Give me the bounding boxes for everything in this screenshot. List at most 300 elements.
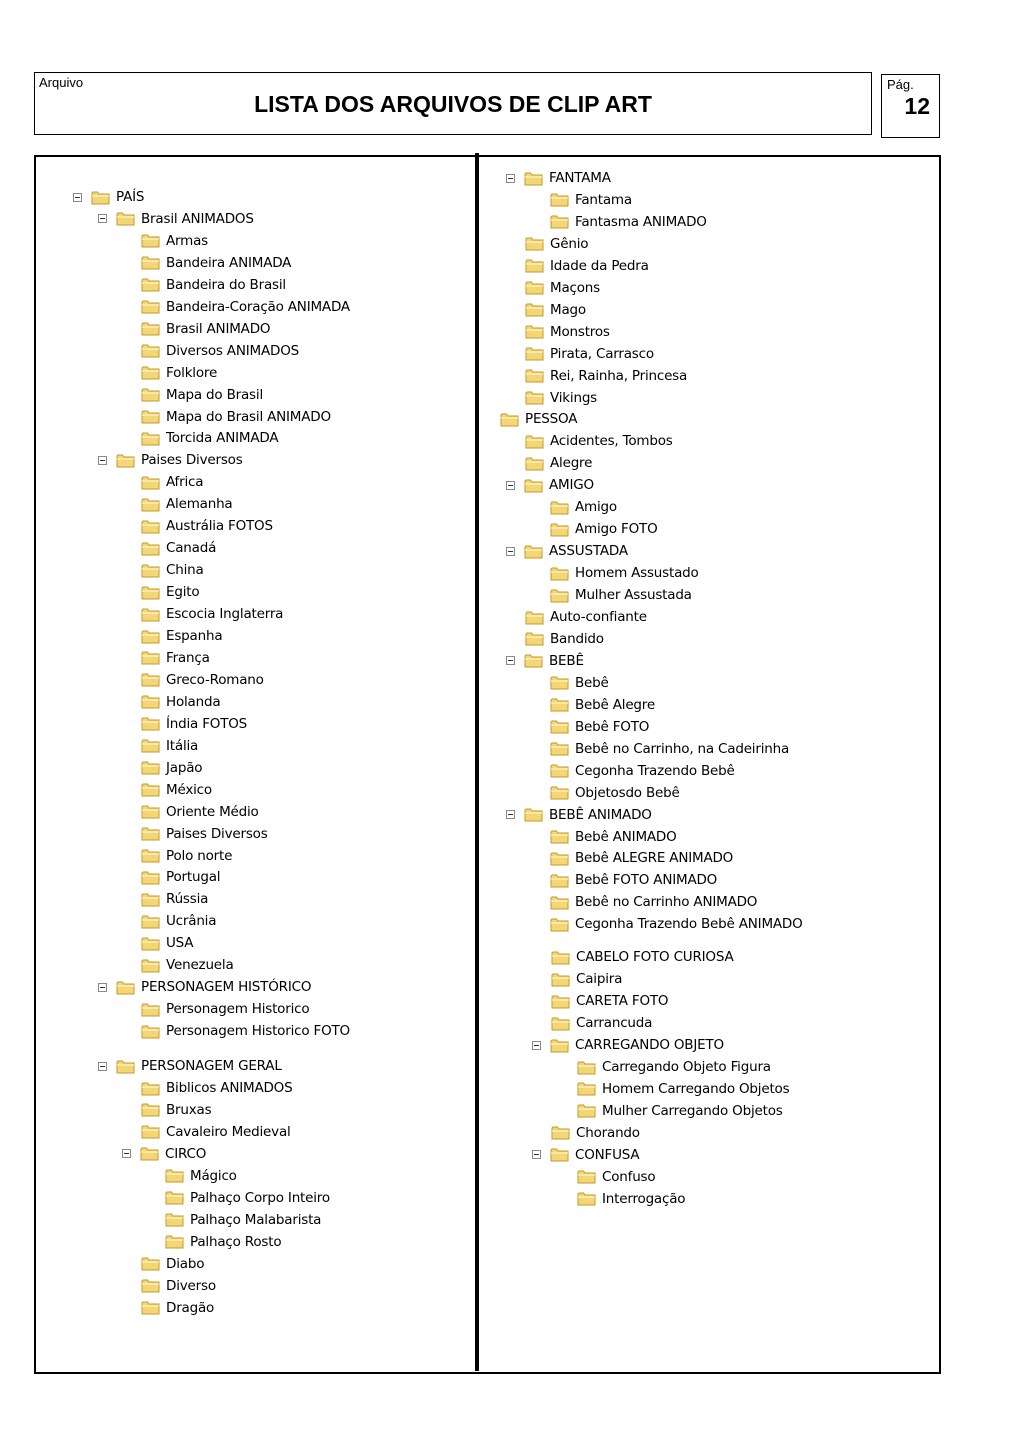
tree-item-label: Maçons	[550, 279, 600, 296]
tree-item[interactable]	[551, 1013, 652, 1033]
tree-item[interactable]	[532, 1145, 639, 1165]
folder-icon	[141, 914, 160, 929]
tree-item[interactable]	[141, 516, 273, 536]
folder-icon	[524, 653, 543, 668]
tree-item[interactable]	[551, 947, 734, 967]
tree-item[interactable]	[550, 870, 717, 890]
tree-item-label: Egito	[166, 584, 200, 601]
tree-item[interactable]	[98, 1056, 282, 1076]
tree-item-label: Mulher Carregando Objetos	[602, 1102, 783, 1119]
collapse-toggle-icon[interactable]	[506, 810, 515, 819]
tree-item[interactable]	[141, 714, 247, 734]
tree-item-label: Personagem Historico	[166, 1001, 310, 1018]
tree-item[interactable]	[550, 585, 692, 605]
tree-item[interactable]	[141, 407, 331, 427]
folder-icon	[141, 760, 160, 775]
tree-item[interactable]	[550, 761, 735, 781]
tree-item-label: México	[166, 781, 212, 798]
tree-item-label: Greco-Romano	[166, 671, 264, 688]
folder-icon	[525, 434, 544, 449]
tree-item[interactable]	[550, 695, 655, 715]
header-label: Arquivo	[39, 75, 84, 90]
tree-item-label: Bandeira ANIMADA	[166, 254, 292, 271]
tree-item-label: CABELO FOTO CURIOSA	[576, 949, 734, 966]
tree-item[interactable]	[525, 344, 654, 364]
tree-item-label: Bebê FOTO	[575, 718, 650, 735]
tree-item-label: Rei, Rainha, Princesa	[550, 367, 688, 384]
folder-icon	[551, 950, 570, 965]
folder-icon	[141, 782, 160, 797]
tree-item-label: Mulher Assustada	[575, 587, 692, 604]
tree-item-label: Auto-confiante	[550, 609, 647, 625]
tree-item[interactable]	[551, 969, 622, 989]
tree-item-label: Mágico	[190, 1167, 237, 1184]
folder-icon	[550, 588, 569, 603]
tree-item[interactable]	[550, 827, 677, 847]
folder-icon	[165, 1234, 184, 1249]
folder-icon	[550, 522, 569, 537]
tree-item[interactable]	[577, 1079, 789, 1099]
tree-item[interactable]	[141, 846, 232, 866]
tree-item-label: Confuso	[602, 1168, 656, 1185]
folder-icon	[550, 192, 569, 207]
tree-item[interactable]	[525, 431, 673, 451]
tree-item[interactable]	[141, 1078, 292, 1098]
tree-item[interactable]	[525, 322, 610, 342]
tree-item[interactable]	[550, 519, 658, 539]
tree-item[interactable]	[550, 739, 789, 759]
folder-icon	[577, 1060, 596, 1075]
tree-item-label: Brasil ANIMADOS	[141, 210, 254, 227]
tree-item-label: Bandido	[550, 630, 604, 647]
folder-icon	[550, 675, 569, 690]
tree-item-label: França	[166, 649, 210, 666]
tree-item[interactable]	[141, 999, 309, 1019]
tree-item-label: Itália	[166, 737, 199, 754]
page-title: LISTA DOS ARQUIVOS DE CLIP ART	[254, 91, 652, 117]
tree-item[interactable]	[550, 783, 680, 803]
tree-item-label: Chorando	[576, 1124, 640, 1141]
tree-item[interactable]	[525, 234, 588, 254]
folder-icon	[116, 453, 135, 468]
tree-item[interactable]	[98, 209, 254, 229]
tree-item[interactable]	[141, 626, 222, 646]
folder-icon	[141, 343, 160, 358]
collapse-toggle-icon[interactable]	[98, 456, 107, 465]
tree-item-label: Austrália FOTOS	[166, 518, 273, 535]
tree-item[interactable]	[141, 604, 283, 624]
page-number: 12	[904, 93, 930, 119]
tree-item-label: Personagem Historico FOTO	[166, 1023, 350, 1040]
tree-item[interactable]	[141, 1122, 291, 1142]
folder-icon	[550, 697, 569, 712]
tree-item[interactable]	[165, 1232, 281, 1252]
tree-item[interactable]	[525, 388, 597, 408]
tree-item-label: Amigo FOTO	[575, 521, 658, 538]
tree-item-label: China	[166, 562, 204, 579]
folder-icon	[141, 233, 160, 248]
tree-item-label: Objetosdo Bebê	[575, 784, 680, 801]
collapse-toggle-icon[interactable]	[122, 1149, 131, 1158]
folder-icon	[550, 851, 569, 866]
tree-item[interactable]	[577, 1101, 783, 1121]
header-box	[34, 72, 872, 135]
tree-item[interactable]	[141, 648, 210, 668]
tree-item[interactable]	[141, 341, 299, 361]
tree-item-label: Bebê	[575, 674, 609, 691]
tree-item-label: Diverso	[166, 1277, 216, 1294]
folder-icon	[141, 694, 160, 709]
folder-icon	[550, 829, 569, 844]
collapse-toggle-icon[interactable]	[506, 174, 515, 183]
tree-item-label: Espanha	[166, 628, 223, 644]
tree-item-label: Bebê FOTO ANIMADO	[575, 872, 718, 889]
tree-item-label: Paises Diversos	[141, 452, 243, 469]
tree-item[interactable]	[577, 1057, 771, 1077]
collapse-toggle-icon[interactable]	[532, 1150, 541, 1159]
tree-item-label: Oriente Médio	[166, 803, 259, 820]
tree-item[interactable]	[73, 187, 144, 207]
tree-item[interactable]	[141, 297, 350, 317]
folder-icon	[551, 972, 570, 987]
folder-icon	[550, 1147, 569, 1162]
tree-item[interactable]	[525, 453, 592, 473]
tree-item-label: Folklore	[166, 364, 218, 381]
folder-icon	[551, 1016, 570, 1031]
tree-item-label: Bebê ALEGRE ANIMADO	[575, 850, 734, 867]
tree-item-label: Bebê Alegre	[575, 696, 655, 713]
collapse-toggle-icon[interactable]	[98, 1062, 107, 1071]
folder-icon	[141, 1256, 160, 1271]
tree-item-label: CONFUSA	[575, 1146, 640, 1163]
tree-item-label: Bebê no Carrinho ANIMADO	[575, 894, 758, 911]
folder-icon	[141, 1024, 160, 1039]
folder-icon	[141, 475, 160, 490]
tree-item-label: USA	[166, 935, 194, 952]
tree-item-label: Palhaço Malabarista	[190, 1211, 322, 1228]
folder-icon	[500, 412, 519, 427]
tree-item[interactable]	[141, 824, 268, 844]
tree-item[interactable]	[141, 889, 208, 909]
tree-item-label: Índia FOTOS	[166, 715, 248, 732]
tree-item-label: Palhaço Corpo Inteiro	[190, 1189, 330, 1206]
folder-icon	[525, 631, 544, 646]
folder-icon	[141, 892, 160, 907]
folder-icon	[141, 672, 160, 687]
tree-item[interactable]	[532, 1035, 724, 1055]
tree-item-label: Acidentes, Tombos	[550, 433, 673, 450]
folder-icon	[141, 541, 160, 556]
tree-item[interactable]	[165, 1210, 321, 1230]
tree-item[interactable]	[506, 651, 584, 671]
folder-icon	[525, 302, 544, 317]
folder-icon	[141, 1300, 160, 1315]
folder-icon	[141, 716, 160, 731]
folder-icon	[141, 365, 160, 380]
tree-item-label: Caipira	[576, 971, 623, 988]
tree-item-label: Rússia	[166, 891, 209, 908]
collapse-toggle-icon[interactable]	[506, 547, 515, 556]
folder-icon	[550, 917, 569, 932]
tree-item[interactable]	[122, 1144, 206, 1164]
tree-item[interactable]	[550, 190, 632, 210]
tree-item-label: Cegonha Trazendo Bebê	[575, 762, 735, 779]
tree-item-label: Vikings	[550, 389, 598, 406]
folder-icon	[525, 236, 544, 251]
tree-item[interactable]	[141, 736, 198, 756]
folder-icon	[116, 980, 135, 995]
tree-item[interactable]	[500, 409, 577, 429]
tree-item[interactable]	[165, 1188, 330, 1208]
tree-item[interactable]	[141, 911, 216, 931]
tree-item[interactable]	[141, 560, 204, 580]
tree-item-label: Alemanha	[166, 496, 233, 513]
tree-item[interactable]	[550, 892, 757, 912]
folder-icon	[550, 785, 569, 800]
folder-icon	[141, 804, 160, 819]
tree-item-label: Bruxas	[166, 1101, 212, 1118]
tree-item-label: Mago	[550, 301, 586, 318]
tree-item-label: Diversos ANIMADOS	[166, 342, 299, 359]
tree-item-label: Bebê no Carrinho, na Cadeirinha	[575, 740, 790, 757]
folder-icon	[525, 346, 544, 361]
tree-item-label: PERSONAGEM GERAL	[141, 1058, 282, 1075]
tree-item-label: Portugal	[166, 869, 221, 886]
folder-icon	[141, 848, 160, 863]
folder-icon	[141, 431, 160, 446]
folder-icon	[141, 958, 160, 973]
tree-item-label: Bebê ANIMADO	[575, 828, 677, 845]
tree-item-label: PESSOA	[525, 411, 578, 428]
folder-icon	[551, 994, 570, 1009]
tree-item-label: Bandeira-Coração ANIMADA	[166, 298, 350, 315]
folder-icon	[550, 500, 569, 515]
collapse-toggle-icon[interactable]	[98, 983, 107, 992]
tree-item[interactable]	[98, 450, 243, 470]
tree-item-label: FANTAMA	[549, 170, 611, 186]
tree-item-label: Amigo	[575, 499, 617, 516]
tree-item[interactable]	[141, 1021, 350, 1041]
tree-item-label: Pirata, Carrasco	[550, 345, 654, 362]
folder-icon	[141, 607, 160, 622]
folder-icon	[525, 456, 544, 471]
folder-icon	[525, 258, 544, 273]
tree-item-label: Cavaleiro Medieval	[166, 1123, 291, 1140]
tree-item[interactable]	[141, 253, 291, 273]
folder-icon	[550, 741, 569, 756]
tree-item-label: CARETA FOTO	[576, 993, 669, 1010]
collapse-toggle-icon[interactable]	[506, 481, 515, 490]
folder-icon	[141, 650, 160, 665]
folder-icon	[165, 1190, 184, 1205]
tree-item[interactable]	[577, 1189, 685, 1209]
tree-item-label: BEBÊ	[549, 652, 584, 669]
folder-icon	[524, 171, 543, 186]
tree-item[interactable]	[577, 1167, 655, 1187]
tree-item-label: Africa	[166, 474, 204, 491]
tree-item[interactable]	[550, 914, 803, 934]
tree-item[interactable]	[550, 717, 649, 737]
folder-icon	[141, 826, 160, 841]
folder-icon	[141, 519, 160, 534]
tree-item[interactable]	[550, 212, 707, 232]
tree-item-label: Torcida ANIMADA	[166, 430, 279, 447]
tree-item-label: Gênio	[550, 235, 589, 252]
tree-item[interactable]	[141, 231, 208, 251]
tree-item[interactable]	[141, 802, 259, 822]
folder-icon	[140, 1146, 159, 1161]
folder-icon	[141, 870, 160, 885]
tree-item-label: Venezuela	[166, 957, 234, 974]
tree-item[interactable]	[141, 780, 212, 800]
tree-item[interactable]	[551, 991, 668, 1011]
tree-item[interactable]	[141, 538, 216, 558]
tree-item-label: Ucrânia	[166, 913, 217, 930]
folder-icon	[525, 390, 544, 405]
tree-item[interactable]	[141, 494, 233, 514]
tree-item-label: CARREGANDO OBJETO	[575, 1037, 724, 1054]
tree-item[interactable]	[525, 629, 604, 649]
tree-item[interactable]	[141, 1276, 216, 1296]
tree-item-label: Homem Carregando Objetos	[602, 1080, 790, 1097]
tree-item-label: BEBÊ ANIMADO	[549, 806, 652, 823]
tree-item[interactable]	[525, 300, 586, 320]
folder-icon	[550, 719, 569, 734]
tree-item[interactable]	[141, 692, 220, 712]
tree-item[interactable]	[141, 275, 286, 295]
tree-item-label: PAÍS	[116, 189, 145, 205]
folder-icon	[165, 1168, 184, 1183]
column-divider	[475, 153, 479, 1371]
tree-item-label: Mapa do Brasil ANIMADO	[166, 408, 331, 425]
collapse-toggle-icon[interactable]	[532, 1041, 541, 1050]
folder-icon	[525, 280, 544, 295]
folder-icon	[550, 214, 569, 229]
tree-item-label: ASSUSTADA	[549, 543, 628, 560]
tree-item[interactable]	[141, 1100, 211, 1120]
tree-item-label: Biblicos ANIMADOS	[166, 1080, 293, 1096]
tree-item-label: Polo norte	[166, 847, 233, 864]
tree-item[interactable]	[506, 475, 594, 495]
tree-item[interactable]	[506, 168, 611, 188]
tree-item-label: Fantama	[575, 191, 632, 208]
tree-item[interactable]	[141, 867, 220, 887]
folder-icon	[577, 1169, 596, 1184]
tree-item[interactable]	[141, 670, 264, 690]
folder-icon	[141, 497, 160, 512]
folder-icon	[141, 299, 160, 314]
tree-item[interactable]	[550, 848, 733, 868]
tree-item[interactable]	[506, 805, 652, 825]
folder-icon	[141, 1081, 160, 1096]
folder-icon	[524, 544, 543, 559]
tree-item-label: CIRCO	[165, 1145, 207, 1162]
tree-item[interactable]	[550, 563, 699, 583]
tree-item-label: Japão	[166, 759, 203, 776]
tree-item-label: Canadá	[166, 540, 217, 557]
collapse-toggle-icon[interactable]	[73, 193, 82, 202]
tree-item-label: Palhaço Rosto	[190, 1233, 282, 1250]
collapse-toggle-icon[interactable]	[98, 214, 107, 223]
tree-item-label: Idade da Pedra	[550, 257, 649, 274]
tree-item[interactable]	[141, 319, 270, 339]
tree-item[interactable]	[141, 1298, 214, 1318]
folder-icon	[141, 1278, 160, 1293]
folder-icon	[141, 563, 160, 578]
tree-item[interactable]	[525, 256, 649, 276]
folder-icon	[141, 255, 160, 270]
tree-item[interactable]	[98, 977, 311, 997]
tree-item[interactable]	[141, 955, 234, 975]
folder-icon	[550, 763, 569, 778]
tree-item[interactable]	[550, 497, 617, 517]
tree-item-label: Cegonha Trazendo Bebê ANIMADO	[575, 916, 803, 933]
tree-item-label: Bandeira do Brasil	[166, 276, 286, 293]
folder-icon	[525, 610, 544, 625]
folder-icon	[141, 387, 160, 402]
tree-item-label: Mapa do Brasil	[166, 386, 263, 403]
tree-item-label: Holanda	[166, 693, 221, 710]
tree-item-label: Brasil ANIMADO	[166, 320, 271, 337]
folder-icon	[141, 629, 160, 644]
folder-icon	[165, 1212, 184, 1227]
tree-item[interactable]	[141, 363, 217, 383]
tree-item[interactable]	[551, 1123, 640, 1143]
tree-item-label: Interrogação	[602, 1190, 686, 1207]
folder-icon	[577, 1103, 596, 1118]
folder-icon	[141, 277, 160, 292]
tree-item-label: PERSONAGEM HISTÓRICO	[141, 979, 312, 996]
folder-icon	[141, 409, 160, 424]
folder-icon	[116, 211, 135, 226]
folder-icon	[550, 873, 569, 888]
collapse-toggle-icon[interactable]	[506, 656, 515, 665]
tree-item-label: Monstros	[550, 323, 610, 340]
tree-item-label: AMIGO	[549, 477, 594, 494]
page-number-box	[881, 74, 940, 138]
folder-icon	[550, 895, 569, 910]
folder-icon	[577, 1191, 596, 1206]
tree-item[interactable]	[550, 673, 609, 693]
tree-item[interactable]	[141, 472, 203, 492]
tree-item[interactable]	[141, 933, 193, 953]
folder-icon	[141, 738, 160, 753]
tree-item[interactable]	[165, 1166, 237, 1186]
tree-item-label: Carrancuda	[576, 1015, 653, 1032]
tree-item[interactable]	[141, 428, 278, 448]
tree-item[interactable]	[506, 541, 628, 561]
folder-icon	[525, 324, 544, 339]
folder-icon	[525, 368, 544, 383]
folder-icon	[550, 566, 569, 581]
folder-icon	[524, 807, 543, 822]
folder-icon	[577, 1081, 596, 1096]
tree-item-label: Dragão	[166, 1299, 215, 1316]
folder-icon	[116, 1059, 135, 1074]
tree-item[interactable]	[525, 366, 687, 386]
tree-item[interactable]	[525, 278, 600, 298]
folder-icon	[141, 585, 160, 600]
tree-item[interactable]	[141, 582, 199, 602]
tree-item-label: Diabo	[166, 1255, 205, 1272]
tree-item[interactable]	[141, 385, 263, 405]
folder-icon	[550, 1038, 569, 1053]
tree-item[interactable]	[525, 607, 647, 627]
tree-item[interactable]	[141, 1254, 204, 1274]
folder-icon	[141, 936, 160, 951]
tree-item[interactable]	[141, 758, 202, 778]
tree-item-label: Fantasma ANIMADO	[575, 213, 707, 230]
